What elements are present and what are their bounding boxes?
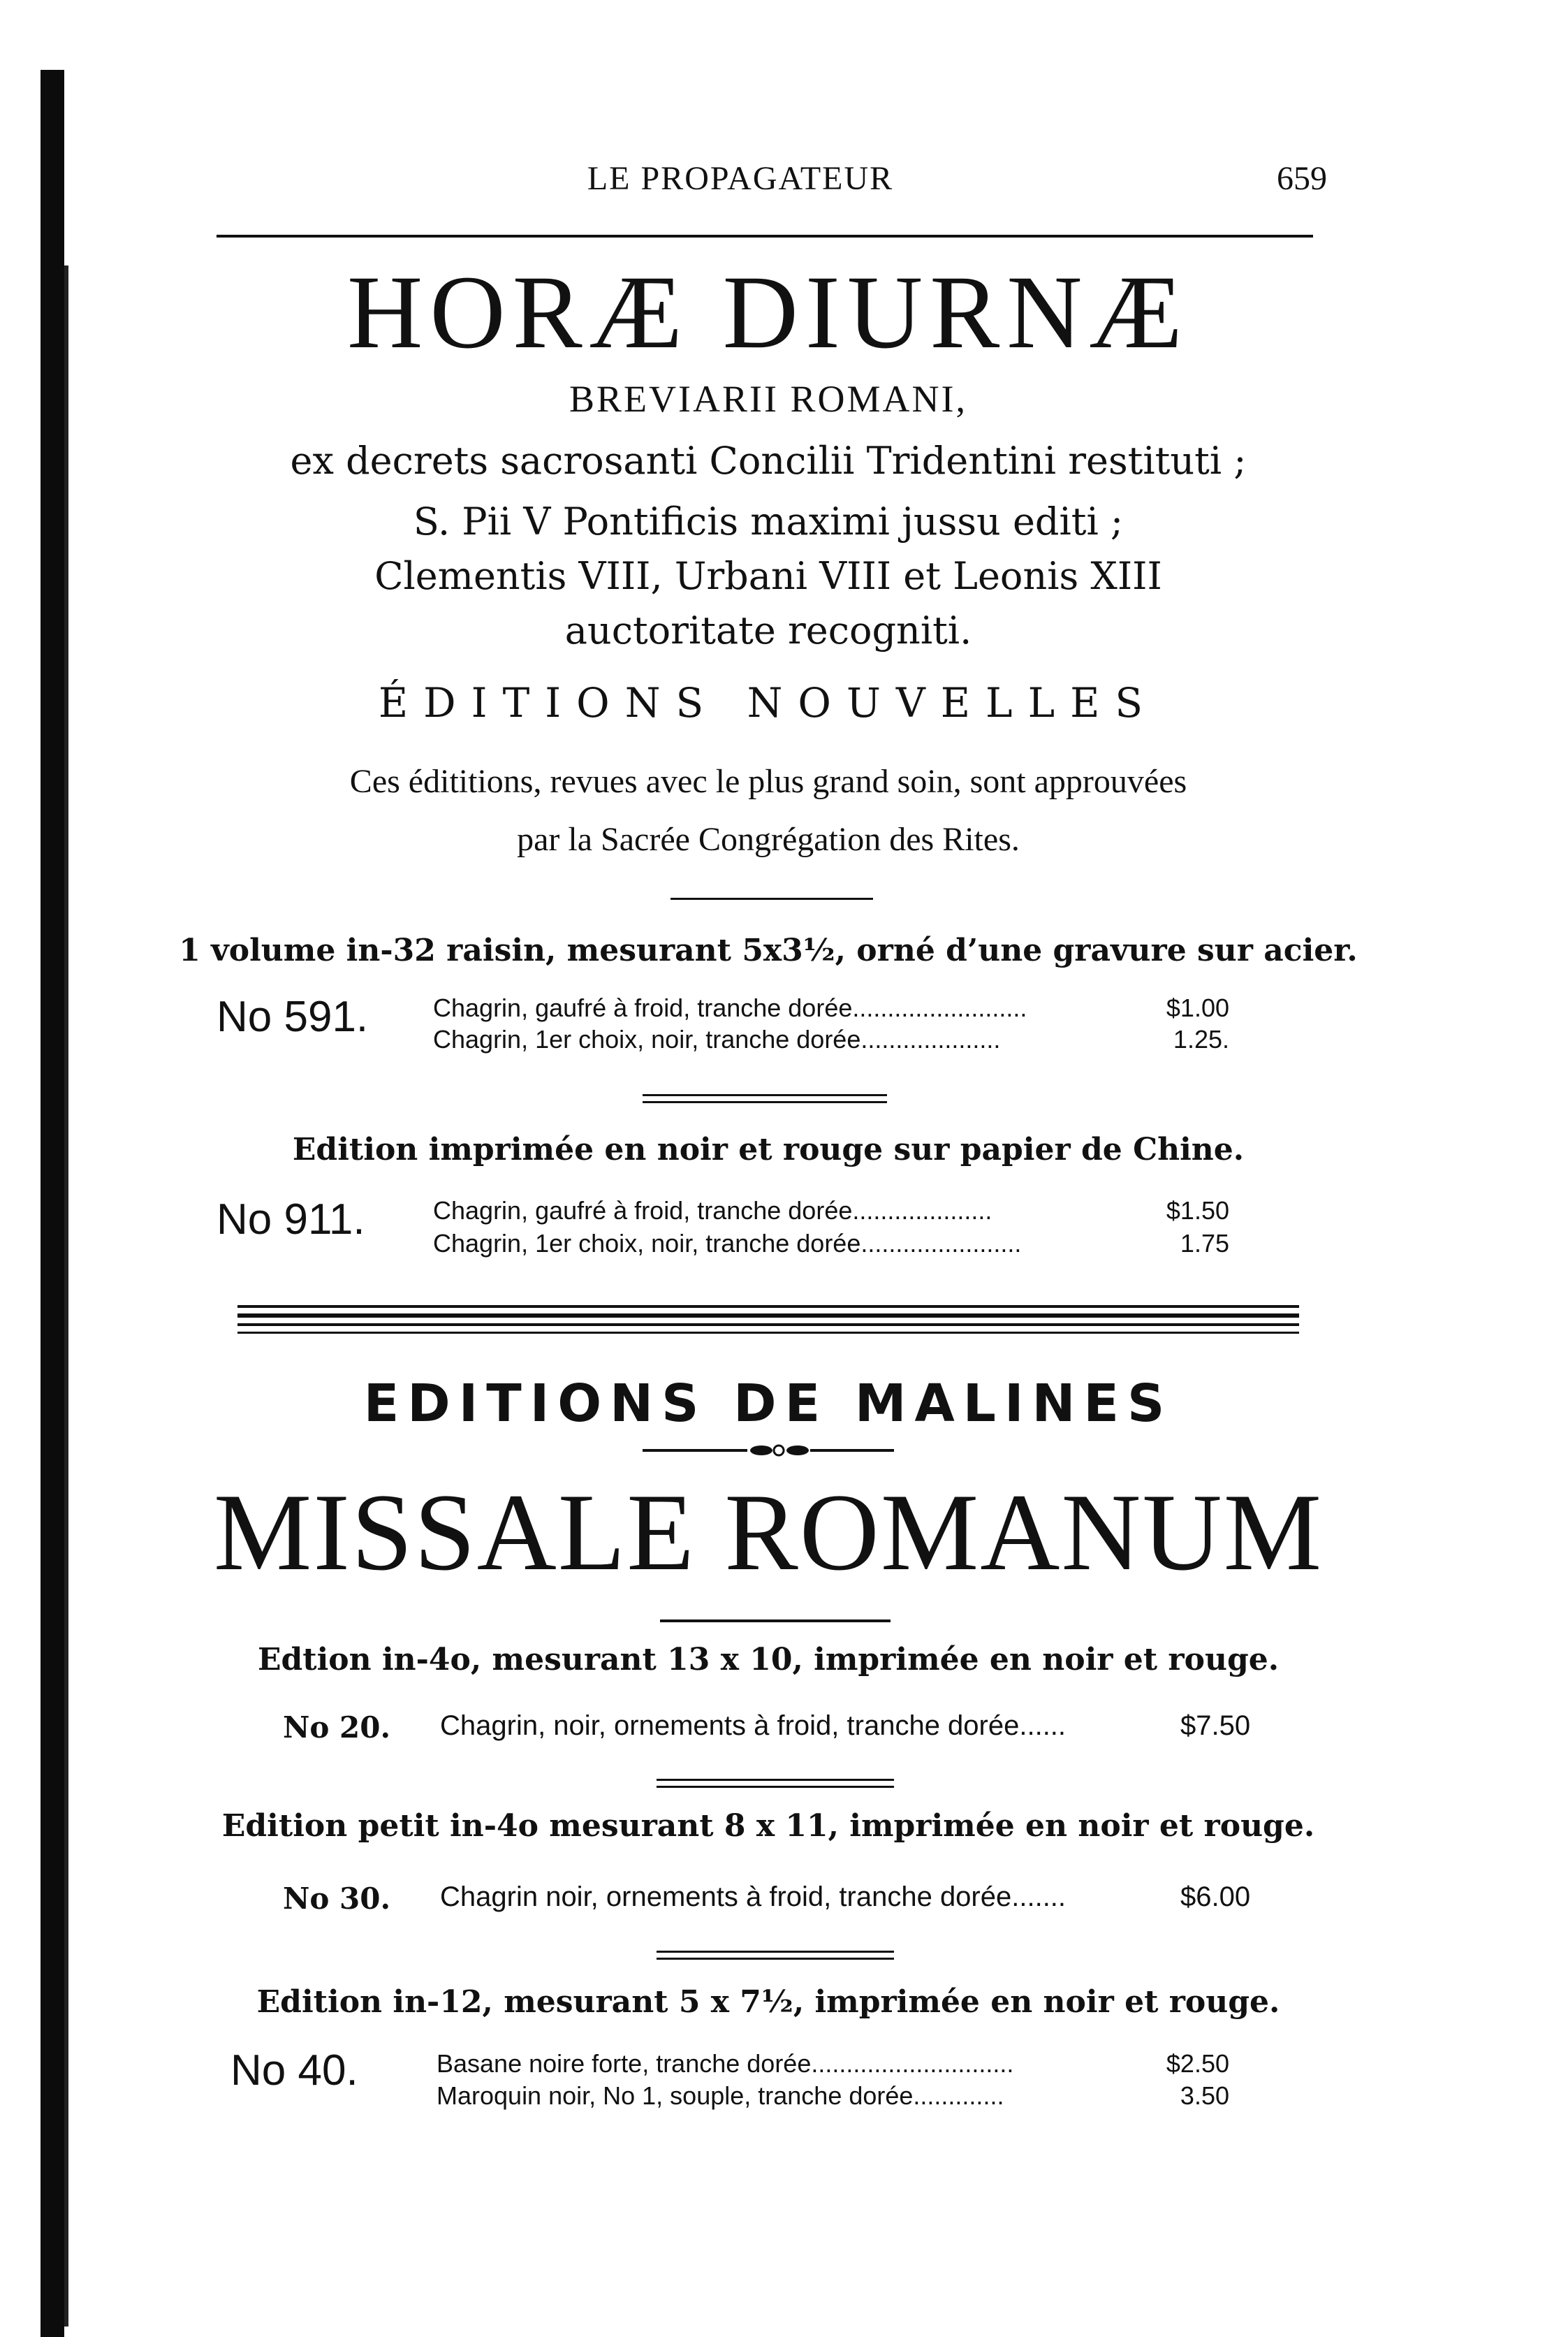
horae-title: HORÆ DIURNÆ — [347, 254, 1189, 370]
item-911-2-price: 1.75 — [1180, 1229, 1229, 1258]
product-number-40: No 40. — [230, 2046, 358, 2095]
item-911-2-desc: Chagrin, 1er choix, noir, tranche dorée....................... — [433, 1229, 1022, 1258]
item-591-1-desc: Chagrin, gaufré à froid, tranche dorée......................... — [433, 993, 1027, 1022]
malines-heading: EDITIONS DE MALINES — [363, 1374, 1173, 1434]
ornament-icon — [643, 1443, 894, 1457]
petit-in4-description: Edition petit in-4o mesurant 8 x 11, imprimée en noir et rouge. — [221, 1808, 1315, 1844]
volume-description: 1 volume in-32 raisin, mesurant 5x3½, orné d’une gravure sur acier. — [179, 933, 1358, 968]
page-number: 659 — [1277, 160, 1327, 197]
header-rule — [217, 235, 1313, 238]
in12-description: Edition in-12, mesurant 5 x 7½, imprimée en noir et rouge. — [256, 1984, 1280, 2020]
short-rule — [671, 898, 873, 900]
double-rule-bottom — [643, 1101, 887, 1103]
horae-subtitle: BREVIARII ROMANI, — [569, 378, 967, 420]
item-40-2-desc: Maroquin noir, No 1, souple, tranche dorée............. — [437, 2081, 1004, 2110]
item-40-2-price: 3.50 — [1180, 2081, 1229, 2110]
missale-title: MISSALE ROMANUM — [213, 1471, 1324, 1594]
double-rule-petit-bottom — [657, 1958, 894, 1960]
double-rule-in4-bottom — [657, 1786, 894, 1788]
page-binding-shadow — [64, 265, 68, 2327]
item-591-2-price: 1.25. — [1173, 1025, 1229, 1054]
section-separator-2 — [237, 1313, 1299, 1318]
product-number-591: No 591. — [217, 993, 369, 1041]
product-number-30: No 30. — [283, 1881, 391, 1916]
product-number-911: No 911. — [217, 1195, 365, 1244]
horae-line-2: S. Pii V Pontificis maximi jussu editi ; — [413, 500, 1124, 544]
item-30-price: $6.00 — [1180, 1881, 1251, 1912]
missale-rule — [660, 1619, 891, 1622]
item-911-1-price: $1.50 — [1166, 1196, 1229, 1225]
item-591-1-price: $1.00 — [1166, 993, 1229, 1022]
section-separator-3 — [237, 1323, 1299, 1326]
section-separator-1 — [237, 1305, 1299, 1308]
double-rule-in4-top — [657, 1779, 894, 1781]
section-separator-4 — [237, 1332, 1299, 1334]
horae-line-1: ex decrets sacrosanti Concilii Tridentini restituti ; — [290, 439, 1247, 483]
horae-line-3: Clementis VIII, Urbani VIII et Leonis XIII — [374, 554, 1162, 598]
in4-description: Edtion in-4o, mesurant 13 x 10, imprimée en noir et rouge. — [257, 1642, 1280, 1677]
double-rule-petit-top — [657, 1951, 894, 1953]
approval-line-1: Ces édititions, revues avec le plus grand soin, sont approuvées — [349, 763, 1187, 800]
item-40-1-desc: Basane noire forte, tranche dorée............................. — [437, 2049, 1014, 2078]
item-591-2-desc: Chagrin, 1er choix, noir, tranche dorée.................... — [433, 1025, 1001, 1054]
horae-line-4: auctoritate recogniti. — [564, 609, 972, 653]
item-911-1-desc: Chagrin, gaufré à froid, tranche dorée.................... — [433, 1196, 992, 1225]
print-note: Edition imprimée en noir et rouge sur papier de Chine. — [292, 1132, 1245, 1167]
approval-line-2: par la Sacrée Congrégation des Rites. — [517, 821, 1020, 858]
item-20-price: $7.50 — [1180, 1710, 1251, 1741]
editions-nouvelles-heading: ÉDITIONS NOUVELLES — [378, 679, 1159, 727]
running-title: LE PROPAGATEUR — [587, 160, 894, 197]
double-rule-top — [643, 1094, 887, 1096]
product-number-20: No 20. — [283, 1710, 391, 1745]
item-30-desc: Chagrin noir, ornements à froid, tranche dorée....... — [440, 1881, 1067, 1912]
item-20-desc: Chagrin, noir, ornements à froid, tranche dorée...... — [440, 1710, 1067, 1741]
page-binding-edge — [41, 70, 64, 2337]
item-40-1-price: $2.50 — [1166, 2049, 1229, 2078]
